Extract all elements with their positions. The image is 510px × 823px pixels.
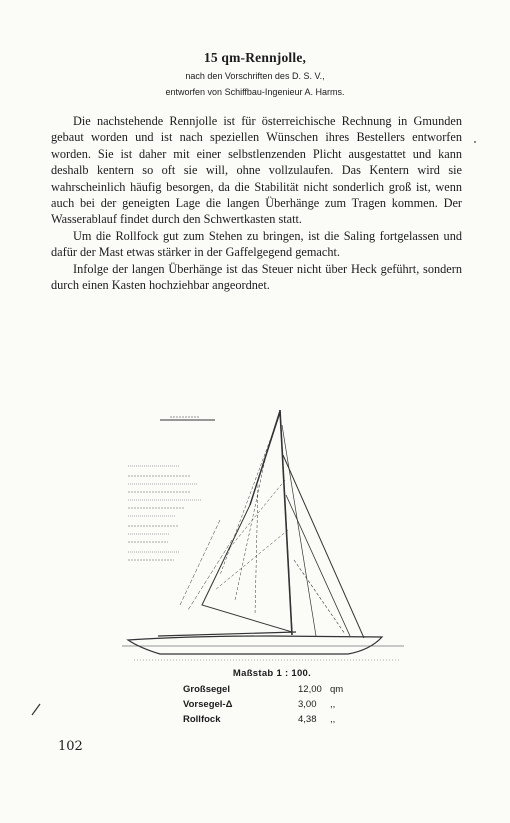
table-row xyxy=(183,684,361,699)
sail-area-value: 12,00 xyxy=(298,684,322,695)
sail-name: Vorsegel-Δ xyxy=(183,699,233,710)
sail-area-value: 3,00 xyxy=(298,699,317,710)
paragraph-1: Die nachstehende Rennjolle ist für österreichische Rechnung in Gmunden gebaut worden und ist nach speziellen Wünschen ihres Bestellers entworfen worden. Sie ist daher mit einer selbstlenzenden Plicht ausgestattet und kann deshalb kentern so oft sie will, ohne vollzulaufen. Das Kentern wird sie wahrscheinlich häufig besorgen, da die Stabilität nicht sonderlich groß ist, wenn auch bei der geneigten Lage die langen Überhänge zum Tragen kommen. Der Wasserablauf findet durch den Schwertkasten statt. xyxy=(51,114,462,227)
table-row xyxy=(183,699,361,714)
sail-name: Großsegel xyxy=(183,684,230,695)
sail-area-table xyxy=(183,668,361,729)
table-row xyxy=(183,714,361,729)
article-subtitle-designer: entworfen von Schiffbau-Ingenieur A. Harms. xyxy=(165,87,345,97)
sail-area-unit: ,, xyxy=(330,699,336,710)
pencil-mark-icon xyxy=(30,703,42,717)
sail-area-unit: qm xyxy=(330,684,344,695)
article-body xyxy=(51,113,462,293)
paragraph-2: Um die Rollfock gut zum Stehen zu bringen, ist die Saling fortgelassen und dafür der Mast etwas stärker in der Gaffelgegend gemacht. xyxy=(51,228,462,260)
sail-area-unit: ,, xyxy=(330,714,336,725)
sail-area-value: 4,38 xyxy=(298,714,317,725)
sail-name: Rollfock xyxy=(183,714,221,725)
article-subtitle-rules: nach den Vorschriften des D. S. V., xyxy=(185,71,325,81)
article-title: 15 qm-Rennjolle, xyxy=(203,50,307,65)
sail-plan-drawing xyxy=(120,400,410,665)
paragraph-3: Infolge der langen Überhänge ist das Steuer nicht über Heck geführt, sondern durch einen Kasten hochziehbar angeordnet. xyxy=(51,261,462,293)
page-number: 102 xyxy=(58,739,83,754)
scale-label: Maßstab 1 : 100. xyxy=(232,668,312,679)
margin-speck xyxy=(474,141,476,143)
